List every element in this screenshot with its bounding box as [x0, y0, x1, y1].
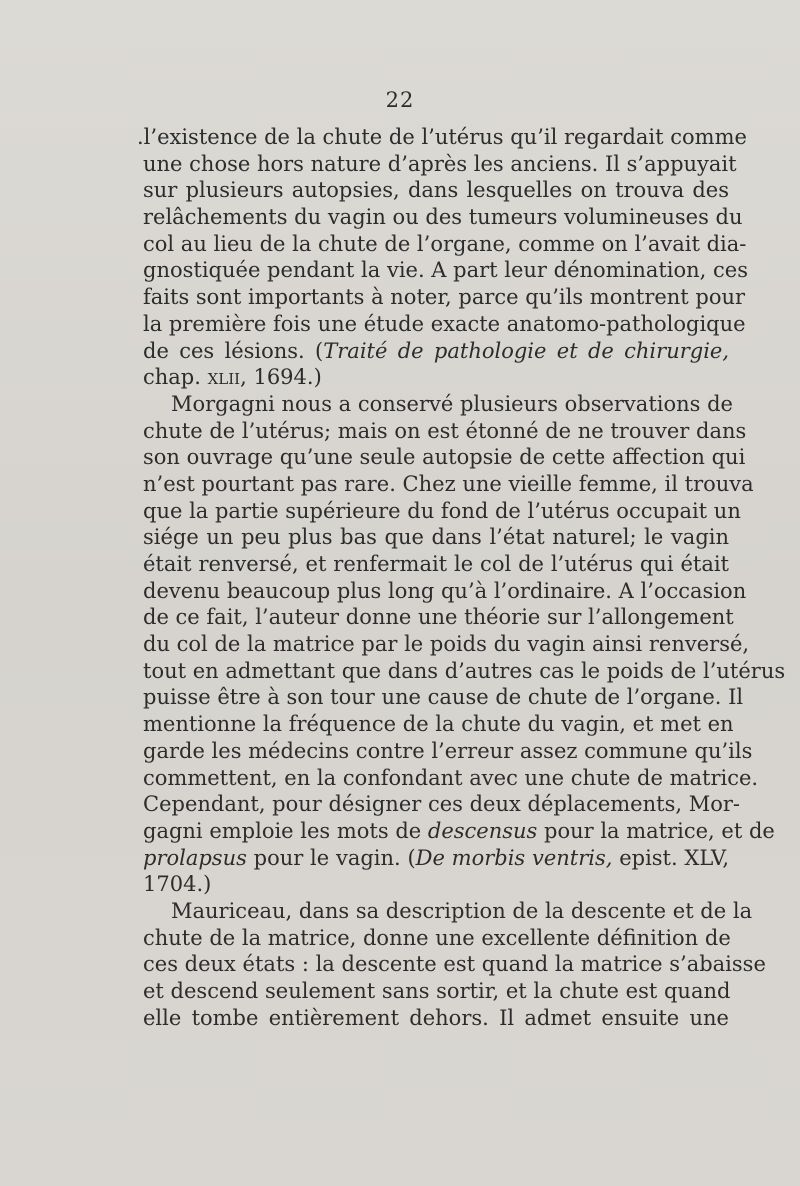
- chapter-number: xlii: [207, 365, 241, 390]
- text-line: siége un peu plus bas que dans l’état naturel; le vagin: [143, 525, 729, 550]
- text-line: 1704.): [143, 872, 212, 897]
- text-line: que la partie supérieure du fond de l’utérus occupait un: [143, 498, 741, 523]
- citation-title: De morbis ventris,: [415, 845, 613, 870]
- text-line: .l’existence de la chute de l’utérus qu’il regardait comme: [137, 125, 747, 149]
- text-line: garde les médecins contre l’erreur assez commune qu’ils: [143, 738, 753, 763]
- text-run: gagni emploie les mots de: [143, 818, 428, 843]
- page-number: 22: [385, 88, 415, 112]
- text-line: devenu beaucoup plus long qu’à l’ordinaire. A l’occasion: [143, 578, 747, 603]
- text-run: chap.: [143, 365, 208, 390]
- citation-title: Traité de pathologie et de chirurgie,: [323, 338, 730, 363]
- latin-term: descensus: [427, 818, 538, 843]
- body-text: [137, 124, 786, 1031]
- text-line: du col de la matrice par le poids du vagin ainsi renversé,: [143, 632, 750, 657]
- text-line: était renversé, et renfermait le col de l’utérus qui était: [143, 552, 729, 576]
- text-line: relâchements du vagin ou des tumeurs volumineuses du: [143, 205, 743, 230]
- text-run: , 1694.): [240, 365, 322, 390]
- text-line: [143, 338, 729, 365]
- text-line: chute de l’utérus; mais on est étonné de ne trouver dans: [143, 418, 747, 443]
- text-run: de ces lésions. (: [143, 338, 324, 363]
- text-line: col au lieu de la chute de l’organe, comme on l’avait dia-: [143, 231, 747, 256]
- latin-term: prolapsus: [143, 845, 247, 870]
- text-line: mentionne la fréquence de la chute du vagin, et met en: [143, 712, 734, 737]
- text-line: faits sont importants à noter, parce qu’ils montrent pour: [143, 285, 746, 310]
- text-line: la première fois une étude exacte anatomo-pathologique: [143, 311, 746, 336]
- text-line: et descend seulement sans sortir, et la chute est quand: [143, 979, 731, 1003]
- text-run: pour la matrice, et de: [537, 818, 775, 843]
- text-line: ces deux états : la descente est quand la matrice s’abaisse: [143, 952, 766, 977]
- text-line: commettent, en la confondant avec une chute de matrice.: [143, 765, 759, 790]
- text-line: Mauriceau, dans sa description de la descente et de la: [171, 898, 753, 923]
- text-line: Cependant, pour désigner ces deux déplacements, Mor-: [143, 792, 740, 817]
- text-line: chute de la matrice, donne une excellente définition de: [143, 925, 731, 950]
- text-line: puisse être à son tour une cause de chute de l’organe. Il: [143, 685, 744, 710]
- text-line: [143, 364, 729, 391]
- text-line: [143, 845, 729, 872]
- text-line: n’est pourtant pas rare. Chez une vieille femme, il trouva: [143, 471, 754, 496]
- text-line: tout en admettant que dans d’autres cas le poids de l’utérus: [143, 658, 786, 683]
- text-line: une chose hors nature d’après les anciens. Il s’appuyait: [143, 151, 737, 176]
- text-line: son ouvrage qu’une seule autopsie de cette affection qui: [143, 445, 746, 470]
- text-line: gnostiquée pendant la vie. A part leur dénomination, ces: [143, 258, 749, 283]
- text-line: [143, 818, 775, 845]
- text-line: de ce fait, l’auteur donne une théorie sur l’allongement: [143, 605, 734, 630]
- text-line: sur plusieurs autopsies, dans lesquelles on trouva des: [143, 178, 729, 203]
- text-run: epist. XLV,: [612, 845, 730, 870]
- text-line: elle tombe entièrement dehors. Il admet ensuite une: [143, 1005, 729, 1030]
- text-run: pour le vagin. (: [246, 845, 416, 870]
- text-line: Morgagni nous a conservé plusieurs observations de: [171, 391, 733, 416]
